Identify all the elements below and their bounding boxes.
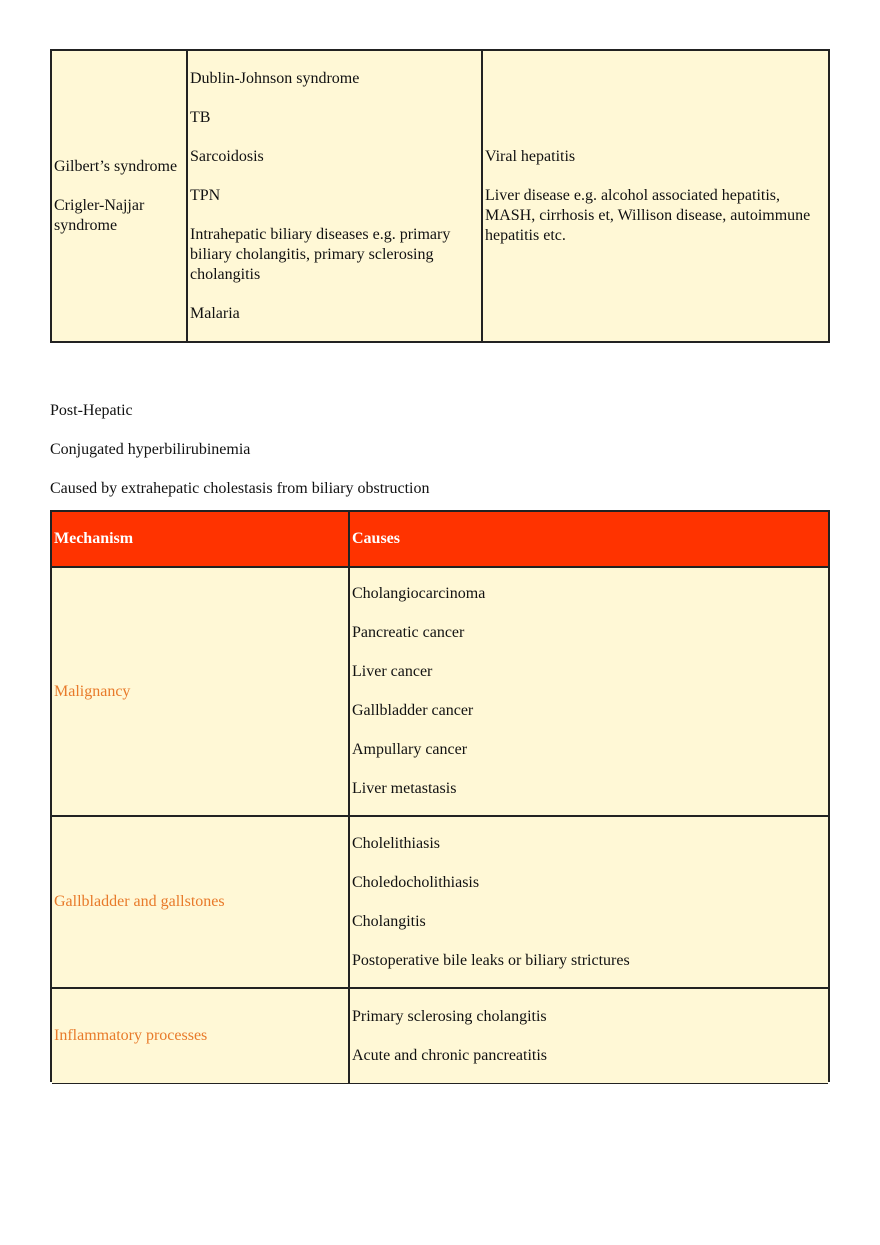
- mechanism-cell: Malignancy: [52, 568, 350, 815]
- cause-item: Postoperative bile leaks or biliary strictures: [352, 951, 630, 969]
- table1-cell-text: TB: [190, 108, 211, 126]
- cause-item: Primary sclerosing cholangitis: [352, 1007, 547, 1025]
- table1-cell-text: Sarcoidosis: [190, 147, 264, 165]
- cause-item: Liver metastasis: [352, 780, 457, 797]
- table1-cell-text: TPN: [190, 186, 221, 204]
- section-subheading: Conjugated hyperbilirubinemia: [50, 441, 251, 458]
- cause-item: Cholangiocarcinoma: [352, 585, 486, 602]
- table-row: [52, 817, 828, 989]
- header-causes: [350, 512, 828, 566]
- cause-item: Cholelithiasis: [352, 834, 440, 852]
- table1-cell-text: Crigler-Najjar syndrome: [54, 196, 145, 234]
- table-header-row: [52, 512, 828, 568]
- causes-cell: [350, 817, 828, 987]
- causes-cell: [350, 568, 828, 815]
- cause-item: Choledocholithiasis: [352, 873, 480, 891]
- cause-item: Acute and chronic pancreatitis: [352, 1046, 548, 1064]
- intrahepatic-causes-table: [50, 49, 830, 343]
- table1-column-1: [52, 51, 188, 341]
- table1-cell-text: Gilbert’s syndrome: [54, 157, 178, 175]
- causes-cell: [350, 989, 828, 1083]
- table1-cell-text: Dublin-Johnson syndrome: [190, 69, 360, 87]
- header-causes-label: Causes: [352, 530, 401, 547]
- table1-cell-text: Viral hepatitis: [485, 147, 576, 165]
- cause-item: Liver cancer: [352, 663, 433, 680]
- table1-cell-text: Intrahepatic biliary diseases e.g. primary biliary cholangitis, primary sclerosing cholangitis: [190, 225, 451, 283]
- section-description: Caused by extrahepatic cholestasis from biliary obstruction: [50, 480, 430, 497]
- section-heading: Post-Hepatic: [50, 402, 133, 419]
- cause-item: Pancreatic cancer: [352, 624, 465, 641]
- table-row: [52, 568, 828, 817]
- header-mechanism: Mechanism: [52, 512, 350, 566]
- mechanism-cell: Inflammatory processes: [52, 989, 350, 1083]
- cause-item: Cholangitis: [352, 912, 426, 930]
- table1-cell-text: Liver disease e.g. alcohol associated hepatitis, MASH, cirrhosis et, Willison disease, autoimmune hepatitis etc.: [485, 186, 811, 244]
- mechanism-cell: Gallbladder and gallstones: [52, 817, 350, 987]
- post-hepatic-causes-table: [50, 510, 830, 1082]
- table1-cell-text: Malaria: [190, 304, 240, 322]
- table1-column-2: [188, 51, 483, 341]
- table-row: [52, 989, 828, 1084]
- table1-column-3: [483, 51, 828, 341]
- cause-item: Ampullary cancer: [352, 741, 468, 758]
- cause-item: Gallbladder cancer: [352, 702, 474, 719]
